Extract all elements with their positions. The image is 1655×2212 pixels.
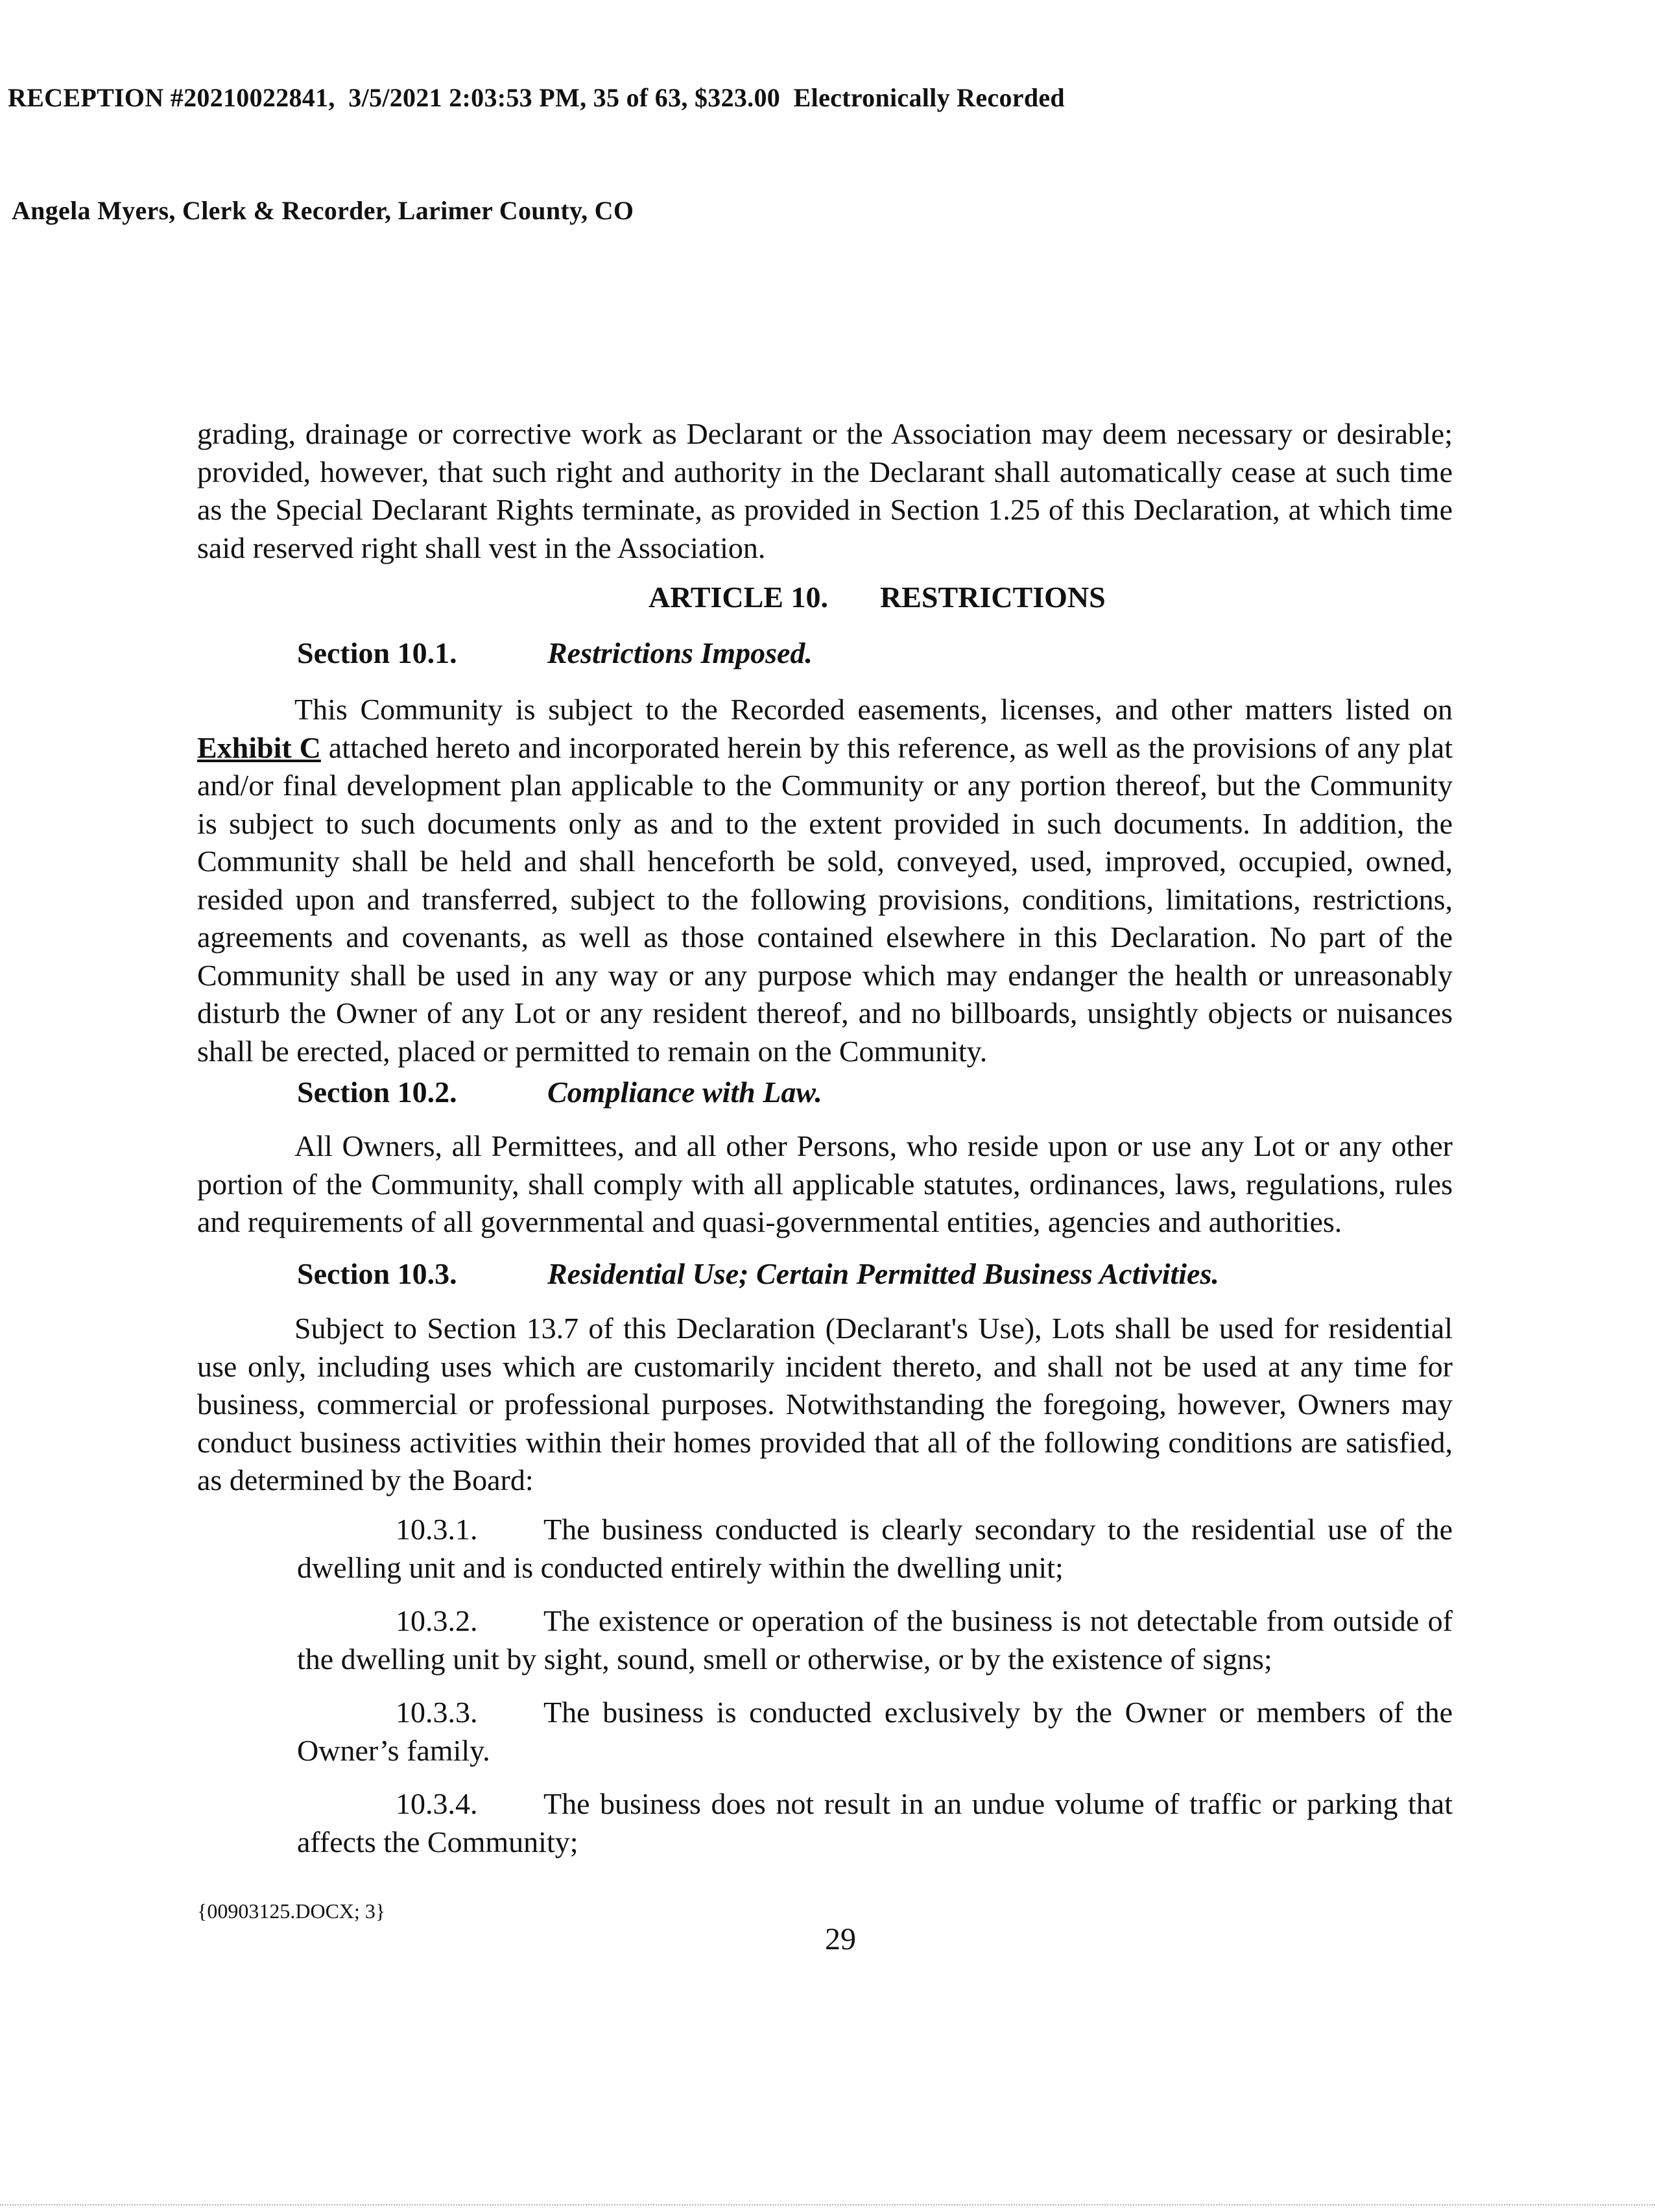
section-10-2-number: Section 10.2. [297,1076,457,1109]
recording-stamp-line-1: RECEPTION #20210022841, 3/5/2021 2:03:53 PM, 35 of 63, $323.00 Electronically Recorded [8,83,1065,112]
subsection-text: The existence or operation of the business is not detectable from outside of the dwelling unit by sight, sound, smell or otherwise, or by the existence of signs; [297,1604,1453,1676]
section-10-2-paragraph: All Owners, all Permittees, and all other Persons, who reside upon or use any Lot or any other portion of the Community, shall comply with all applicable statutes, ordinances, laws, regulations, rules and requirements of all governmental and quasi-governmental entities, agencies and authorities. [197,1129,1453,1238]
section-10-3-number: Section 10.3. [297,1257,457,1290]
section-10-1-paragraph [197,691,1453,1070]
section-10-2-title: Compliance with Law. [547,1076,822,1109]
section-10-1-heading [297,634,813,672]
section-10-2-body [197,1127,1453,1242]
subsection-number: 10.3.4. [396,1787,478,1820]
continuation-paragraph-block [197,415,1453,567]
subsection-text: The business does not result in an undue volume of traffic or parking that affects the Community; [297,1787,1453,1858]
recording-stamp-header [8,4,1065,267]
scan-edge-divider [0,2204,1655,2206]
subsection-item [297,1511,1453,1587]
article-number: ARTICLE 10. [649,581,828,614]
section-10-2-heading [297,1074,822,1111]
section-10-3-heading [297,1255,1219,1293]
subsection-item [297,1785,1453,1861]
subsection-number: 10.3.2. [396,1604,478,1637]
subsection-text: The business is conducted exclusively by the Owner or members of the Owner’s family. [297,1696,1453,1767]
section-10-3-paragraph: Subject to Section 13.7 of this Declaration (Declarant's Use), Lots shall be used for residential use only, including uses which are customarily incident thereto, and shall not be used at any time for business, commercial or professional purposes. Notwithstanding the foregoing, however, Owners may conduct business activities within their homes provided that all of the following conditions are satisfied, as determined by the Board: [197,1312,1453,1497]
subsection-number: 10.3.1. [396,1513,478,1546]
section-10-1-body [197,691,1453,1070]
subsection-item [297,1602,1453,1678]
article-heading [649,579,1106,616]
subsection-item [297,1694,1453,1770]
section-10-3-body [197,1310,1453,1500]
article-title: RESTRICTIONS [880,581,1106,614]
subsection-text: The business conducted is clearly secondary to the residential use of the dwelling unit and is conducted entirely within the dwelling unit; [297,1513,1453,1584]
section-10-3-title: Residential Use; Certain Permitted Business Activities. [547,1257,1219,1290]
continuation-paragraph: grading, drainage or corrective work as Declarant or the Association may deem necessary or desirable; provided, however, that such right and authority in the Declarant shall automatically cease at such time as the Special Declarant Rights terminate, as provided in Section 1.25 of this Declaration, at which time said reserved right shall vest in the Association. [197,417,1453,564]
section-10-1-number: Section 10.1. [297,636,457,669]
section-10-1-title: Restrictions Imposed. [547,636,813,669]
section-10-1-text-before: This Community is subject to the Recorded easements, licenses, and other matters listed on [294,693,1453,726]
subsection-number: 10.3.3. [396,1696,478,1729]
section-10-1-text-after: attached hereto and incorporated herein by this reference, as well as the provisions of any plat and/or final development plan applicable to the Community or any portion thereof, but the Community is subject to such documents only as and to the extent provided in such documents. In addition, the Community shall be held and shall henceforth be sold, conveyed, used, improved, occupied, owned, resided upon and transferred, subject to the following provisions, conditions, limitations, restrictions, agreements and covenants, as well as those contained elsewhere in this Declaration. No part of the Community shall be used in any way or any purpose which may endanger the health or unreasonably disturb the Owner of any Lot or any resident thereof, and no billboards, unsightly objects or nuisances shall be erected, placed or permitted to remain on the Community. [197,730,1453,1068]
page-number: 29 [825,1922,856,1956]
exhibit-c-reference: Exhibit C [197,730,321,764]
document-id-footer: {00903125.DOCX; 3} [197,1899,386,1923]
recording-stamp-line-2: Angela Myers, Clerk & Recorder, Larimer County, CO [12,196,634,225]
